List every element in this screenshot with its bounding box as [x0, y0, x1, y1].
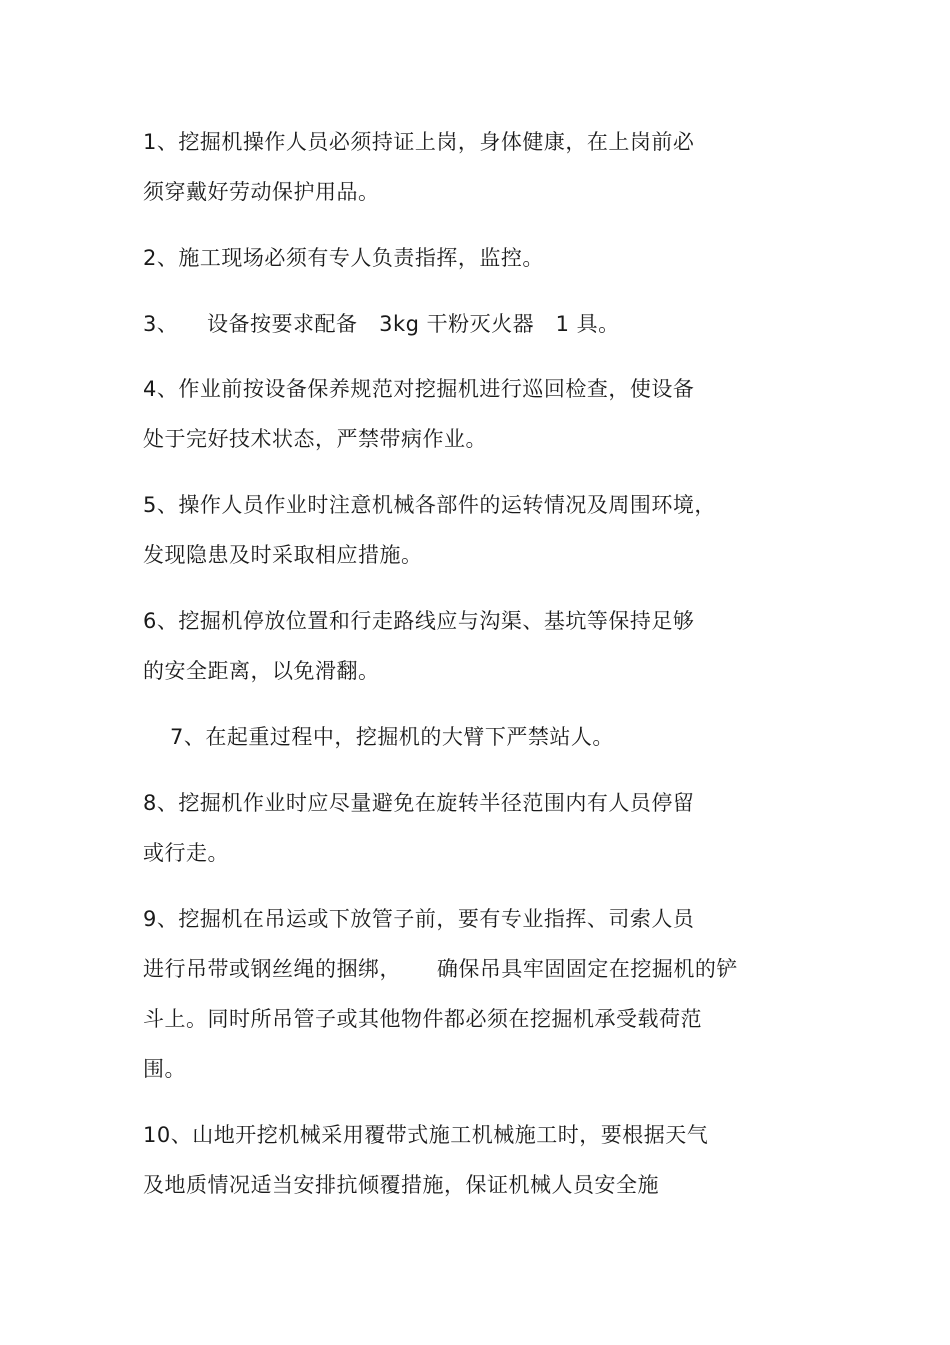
item-1-line-1: 1、挖掘机操作人员必须持证上岗，身体健康，在上岗前必 [143, 130, 695, 154]
item-4-line-1: 4、作业前按设备保养规范对挖掘机进行巡回检查，使设备 [143, 377, 695, 401]
item-10-line-2: 及地质情况适当安排抗倾覆措施，保证机械人员安全施 [143, 1173, 659, 1197]
item-9-line-1: 9、挖掘机在吊运或下放管子前，要有专业指挥、司索人员 [143, 907, 695, 931]
item-6-line-2: 的安全距离，以免滑翻。 [143, 659, 380, 683]
item-1-line-2: 须穿戴好劳动保护用品。 [143, 180, 380, 204]
item-8-line-1: 8、挖掘机作业时应尽量避免在旋转半径范围内有人员停留 [143, 791, 695, 815]
item-5-line-2: 发现隐患及时采取相应措施。 [143, 543, 423, 567]
item-3-line-1: 3、 设备按要求配备 3kg 干粉灭火器 1 具。 [143, 312, 620, 336]
item-7-line-1: 7、在起重过程中，挖掘机的大臂下严禁站人。 [170, 725, 614, 749]
item-2-line-1: 2、施工现场必须有专人负责指挥，监控。 [143, 246, 544, 270]
item-4-line-2: 处于完好技术状态，严禁带病作业。 [143, 427, 487, 451]
item-10-line-1: 10、山地开挖机械采用覆带式施工机械施工时，要根据天气 [143, 1123, 709, 1147]
item-8-line-2: 或行走。 [143, 841, 229, 865]
item-9-line-4: 围。 [143, 1057, 186, 1081]
item-9-line-3: 斗上。同时所吊管子或其他物件都必须在挖掘机承受载荷范 [143, 1007, 702, 1031]
item-6-line-1: 6、挖掘机停放位置和行走路线应与沟渠、基坑等保持足够 [143, 609, 695, 633]
item-9-line-2: 进行吊带或钢丝绳的捆绑， 确保吊具牢固固定在挖掘机的铲 [143, 957, 738, 981]
item-5-line-1: 5、操作人员作业时注意机械各部件的运转情况及周围环境， [143, 493, 716, 517]
